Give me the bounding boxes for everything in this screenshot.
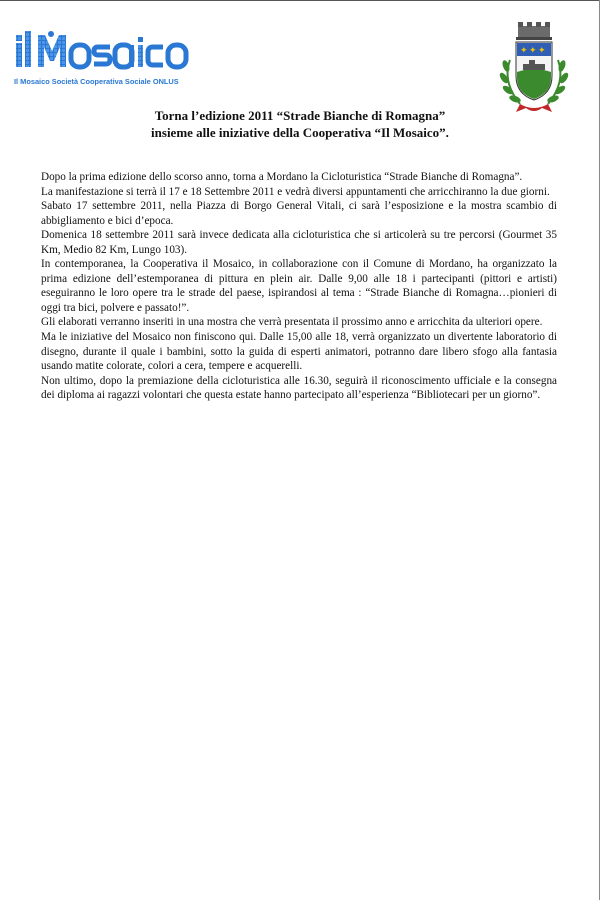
paragraph: Ma le iniziative del Mosaico non finiscono qui. Dalle 15,00 alle 18, verrà organizzato un divertente laboratorio di disegno, durante il quale i bambini, sotto la guida di esperti animatori, potranno dare libero sfogo alla fantasia usando matite colorate, colori a cera, tempere e acquerelli. — [41, 331, 557, 373]
title-line-1: Torna l’edizione 2011 “Strade Bianche di Romagna” — [154, 108, 446, 123]
svg-text:✦: ✦ — [538, 46, 546, 56]
paragraph: In contemporanea, la Cooperativa il Mosaico, in collaborazione con il Comune di Mordano, ha organizzato la prima edizione dell’estemporanea di pittura en plein air. Dalle 9,00 alle 18 i partecipanti (pittori e artisti) eseguiranno le loro opere tra le strade del paese, ispirandosi al tema : “Strade Bianche di Romagna…pionieri di oggi tra bici, polvere e passato!”. — [41, 258, 557, 314]
document-title — [60, 107, 540, 141]
document-body — [41, 170, 557, 403]
page-top-border — [0, 0, 600, 1]
mosaico-logo-graphic — [14, 29, 196, 75]
paragraph: Sabato 17 settembre 2011, nella Piazza di Borgo General Vitali, ci sarà l’esposizione e la mostra scambio di abbigliamento e bici d’epoca. — [41, 200, 557, 227]
paragraph: Domenica 18 settembre 2011 sarà invece dedicata alla cicloturistica che si articolerà su tre percorsi (Gourmet 35 Km, Medio 82 Km, Lungo 103). — [41, 229, 557, 256]
mosaico-logo — [14, 29, 196, 89]
paragraph: Non ultimo, dopo la premiazione della cicloturistica alle 16.30, seguirà il riconoscimento ufficiale e la consegna dei diploma ai ragazzi volontari che questa estate hanno partecipato all’esperienza “Bibliotecari per un giorno”. — [41, 374, 557, 402]
paragraph: Dopo la prima edizione dello scorso anno, torna a Mordano la Cicloturistica “Strade Bianche di Romagna”. — [41, 171, 523, 183]
logo-caption: Il Mosaico Società Cooperativa Sociale ONLUS — [14, 77, 179, 86]
paragraph: Gli elaborati verranno inseriti in una mostra che verrà presentata il prossimo anno e arricchita da ulteriori opere. — [41, 316, 543, 329]
coat-of-arms — [494, 20, 574, 120]
svg-text:✦: ✦ — [529, 46, 537, 56]
coat-of-arms-graphic — [494, 20, 574, 120]
svg-text:✦: ✦ — [520, 46, 528, 56]
title-line-2: insieme alle iniziative della Cooperativa “Il Mosaico”. — [151, 125, 449, 140]
paragraph: La manifestazione si terrà il 17 e 18 Settembre 2011 e vedrà diversi appuntamenti che arricchiranno la due giorni. — [41, 185, 550, 198]
